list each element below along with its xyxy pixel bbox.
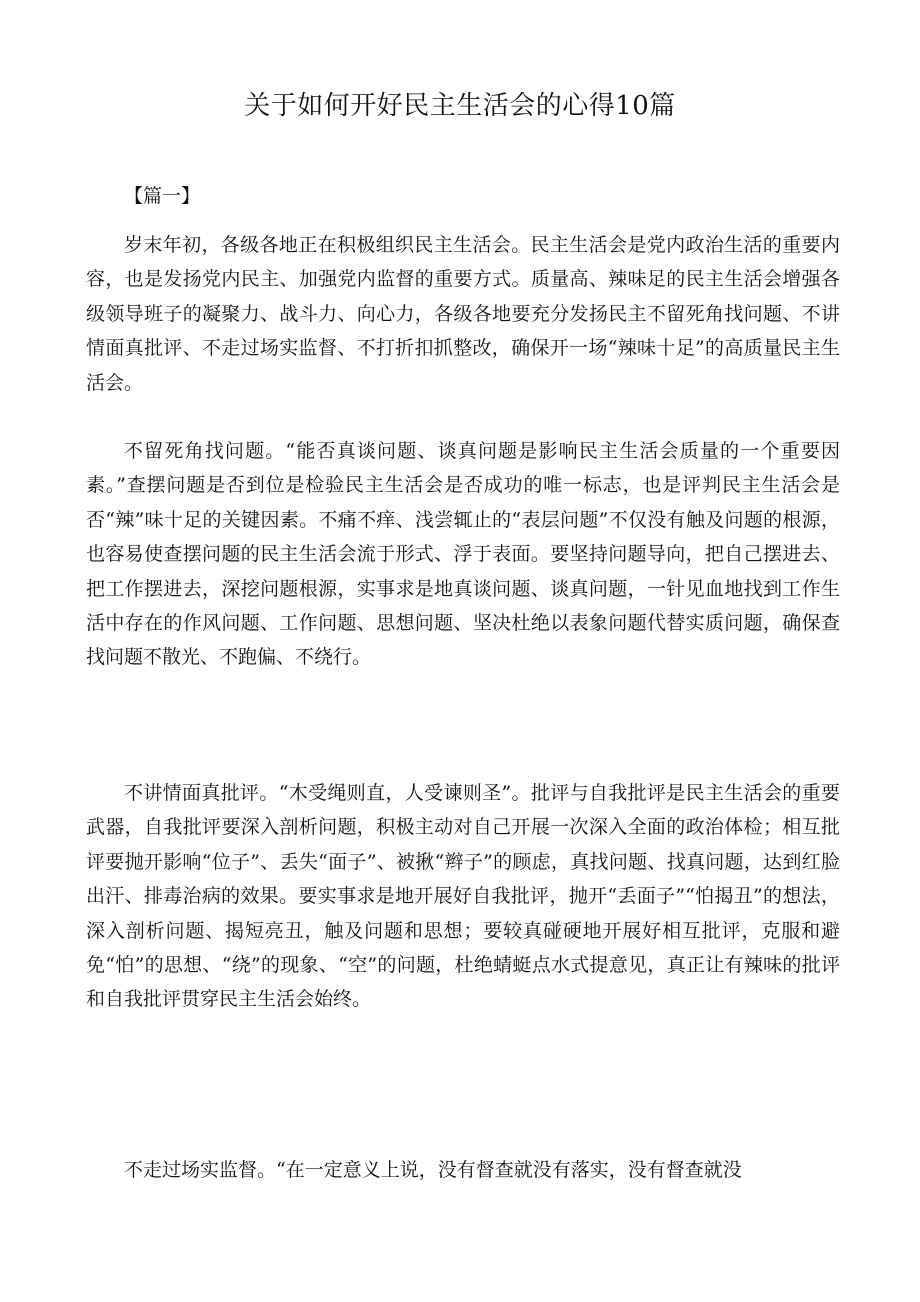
paragraph-block-2 xyxy=(86,434,840,675)
paragraph: 不走过场实监督。“在一定意义上说，没有督查就没有落实，没有督查就没 xyxy=(124,1159,742,1181)
paragraph-block-4 xyxy=(86,1153,840,1187)
paragraph: 不讲情面真批评。“木受绳则直，人受谏则圣”。批评与自我批评是民主生活会的重要武器，自我批评要深入剖析问题，积极主动对自己开展一次深入全面的政治体检；相互批评要抛开影响“位子”、丢失“面子”、被揪“辫子”的顾虑，真找问题、找真问题，达到红脸出汗、排毒治病的效果。要实事求是地开展好自我批评，抛开“丢面子”“怕揭丑”的想法，深入剖析问题、揭短亮丑，触及问题和思想；要较真碰硬地开展好相互批评，克服和避免“怕”的思想、“绕”的现象、“空”的问题，杜绝蜻蜓点水式提意见，真正让有辣味的批评和自我批评贯穿民主生活会始终。 xyxy=(86,782,840,1011)
paragraph-block-1 xyxy=(86,228,840,400)
document-title: 关于如何开好民主生活会的心得10篇 xyxy=(244,91,676,121)
paragraph: 不留死角找问题。“能否真谈问题、谈真问题是影响民主生活会质量的一个重要因素。”查摆问题是否到位是检验民主生活会是否成功的唯一标志，也是评判民主生活会是否“辣”味十足的关键因素。不痛不痒、浅尝辄止的“表层问题”不仅没有触及问题的根源，也容易使查摆问题的民主生活会流于形式、浮于表面。要坚持问题导向，把自己摆进去、把工作摆进去，深挖问题根源，实事求是地真谈问题、谈真问题，一针见血地找到工作生活中存在的作风问题、工作问题、思想问题、坚决杜绝以表象问题代替实质问题，确保查找问题不散光、不跑偏、不绕行。 xyxy=(86,440,840,669)
paragraph-block-3 xyxy=(86,776,840,1017)
paragraph: 岁末年初，各级各地正在积极组织民主生活会。民主生活会是党内政治生活的重要内容，也是发扬党内民主、加强党内监督的重要方式。质量高、辣味足的民主生活会增强各级领导班子的凝聚力、战斗力、向心力，各级各地要充分发扬民主不留死角找问题、不讲情面真批评、不走过场实监督、不打折扣抓整改，确保开一场“辣味十足”的高质量民主生活会。 xyxy=(86,234,840,394)
section-marker: 【篇一】 xyxy=(124,185,201,207)
